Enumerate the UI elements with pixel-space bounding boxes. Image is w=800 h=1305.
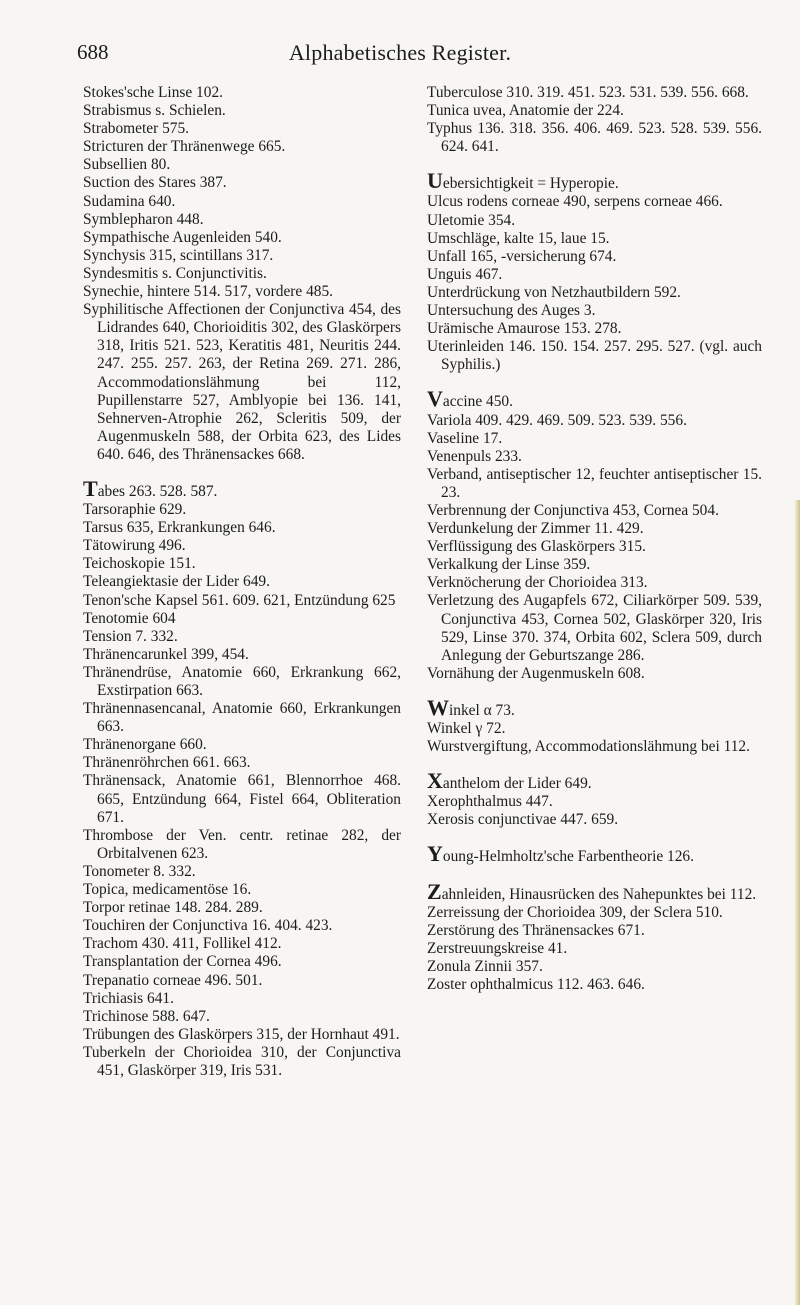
index-entry-text: Vornähung der Augenmuskeln 608. xyxy=(427,664,645,682)
index-entry xyxy=(83,519,401,537)
index-entry-text: abes 263. 528. 587. xyxy=(97,482,218,500)
index-column-right xyxy=(427,84,762,994)
index-entry-text: Thränenorgane 660. xyxy=(83,736,207,754)
index-entry-text: Sympathische Augenleiden 540. xyxy=(83,228,282,246)
index-entry-text: Trepanatio corneae 496. 501. xyxy=(83,971,263,989)
index-entry-text: Tunica uvea, Anatomie der 224. xyxy=(427,102,624,120)
index-entry xyxy=(83,475,401,501)
letter-section-gap xyxy=(427,756,762,771)
section-initial-letter: Y xyxy=(427,841,443,867)
index-entry xyxy=(427,694,762,720)
index-entry-text: oung-Helmholtz'sche Farbentheorie 126. xyxy=(442,848,694,866)
index-entry xyxy=(427,248,762,266)
index-entry xyxy=(427,556,762,574)
index-column-left xyxy=(83,84,401,1080)
letter-section-gap xyxy=(427,867,762,882)
index-entry xyxy=(427,412,762,430)
index-entry xyxy=(83,301,401,464)
index-entry-text: Variola 409. 429. 469. 509. 523. 539. 556. xyxy=(427,411,687,429)
index-entry xyxy=(83,917,401,935)
index-entry-text: Tarsoraphie 629. xyxy=(83,501,187,519)
index-entry-text: Transplantation der Cornea 496. xyxy=(83,953,282,971)
index-entry xyxy=(427,338,762,374)
index-entry xyxy=(427,284,762,302)
index-entry-text: Suction des Stares 387. xyxy=(83,174,227,192)
index-entry xyxy=(427,193,762,211)
index-entry xyxy=(427,904,762,922)
index-entry-text: Teleangiektasie der Lider 649. xyxy=(83,573,270,591)
index-entry-text: Verknöcherung der Chorioidea 313. xyxy=(427,574,648,592)
index-entry-text: Strabometer 575. xyxy=(83,120,189,138)
index-entry xyxy=(427,940,762,958)
index-entry xyxy=(83,84,401,102)
index-entry-text: Stricturen der Thränenwege 665. xyxy=(83,138,286,156)
page-edge-shading xyxy=(794,500,800,1305)
index-entry xyxy=(83,628,401,646)
index-entry-text: Topica, medicamentöse 16. xyxy=(83,881,252,899)
index-entry-text: Syndesmitis s. Conjunctivitis. xyxy=(83,264,267,282)
letter-section-gap xyxy=(427,829,762,844)
index-entry-text: Unfall 165, -versicherung 674. xyxy=(427,247,617,265)
index-entry xyxy=(427,266,762,284)
index-entry-text: Thränendrüse, Anatomie 660, Erkrankung 662, Exstirpation 663. xyxy=(83,663,401,699)
index-entry xyxy=(83,573,401,591)
index-entry-text: ahnleiden, Hinausrücken des Nahepunktes bei 112. xyxy=(441,885,757,903)
index-entry-text: Torpor retinae 148. 284. 289. xyxy=(83,899,263,917)
index-entry xyxy=(83,1044,401,1080)
index-entry xyxy=(427,738,762,756)
index-entry-text: Verband, antiseptischer 12, feuchter antiseptischer 15. 23. xyxy=(427,465,762,501)
index-entry-text: Venenpuls 233. xyxy=(427,447,522,465)
section-initial-letter: W xyxy=(427,694,449,720)
index-entry-text: Zerstreuungskreise 41. xyxy=(427,939,568,957)
index-entry xyxy=(427,811,762,829)
index-entry xyxy=(83,120,401,138)
index-entry-text: Urämische Amaurose 153. 278. xyxy=(427,320,622,338)
index-entry xyxy=(427,302,762,320)
letter-section-gap xyxy=(427,156,762,171)
index-entry-text: Unterdrückung von Netzhautbildern 592. xyxy=(427,283,681,301)
index-entry-text: Verletzung des Augapfels 672, Ciliarkörper 509. 539, Conjunctiva 453, Cornea 502, Glaskörper 320, Iris 529, Linse 370. 374, Orbita 602, Sclera 509, durch Anlegung der Geburtszange 286. xyxy=(427,592,762,664)
index-entry-text: Verdunkelung der Zimmer 11. 429. xyxy=(427,520,644,538)
section-initial-letter: T xyxy=(83,475,98,501)
index-entry xyxy=(83,193,401,211)
section-initial-letter: U xyxy=(427,168,443,194)
index-entry xyxy=(83,102,401,120)
index-entry xyxy=(427,720,762,738)
index-entry xyxy=(83,899,401,917)
index-entry-text: Thränenröhrchen 661. 663. xyxy=(83,754,251,772)
index-entry-text: Zonula Zinnii 357. xyxy=(427,957,543,975)
index-entry-text: Verflüssigung des Glaskörpers 315. xyxy=(427,538,646,556)
index-entry-text: Thrombose der Ven. centr. retinae 282, der Orbitalvenen 623. xyxy=(83,826,401,862)
index-entry-text: Zoster ophthalmicus 112. 463. 646. xyxy=(427,976,645,994)
index-entry xyxy=(427,102,762,120)
index-entry xyxy=(427,120,762,156)
index-entry xyxy=(427,386,762,412)
index-entry xyxy=(427,320,762,338)
index-entry xyxy=(427,448,762,466)
index-entry-text: Unguis 467. xyxy=(427,265,503,283)
index-entry xyxy=(83,700,401,736)
section-initial-letter: X xyxy=(427,768,443,794)
index-entry xyxy=(83,610,401,628)
index-entry xyxy=(83,863,401,881)
index-entry-text: accine 450. xyxy=(442,393,513,411)
running-title: Alphabetisches Register. xyxy=(288,40,512,65)
index-entry xyxy=(83,664,401,700)
index-entry xyxy=(427,212,762,230)
index-entry xyxy=(83,592,401,610)
index-entry xyxy=(83,646,401,664)
index-entry-text: Stokes'sche Linse 102. xyxy=(83,84,223,101)
section-initial-letter: Z xyxy=(427,878,442,904)
index-entry-text: Uletomie 354. xyxy=(427,211,516,229)
index-entry-text: Zerreissung der Chorioidea 309, der Sclera 510. xyxy=(427,903,723,921)
index-entry xyxy=(427,574,762,592)
letter-section-gap xyxy=(427,683,762,698)
index-entry xyxy=(83,1008,401,1026)
index-entry-text: Tenotomie 604 xyxy=(83,609,176,627)
index-entry xyxy=(83,772,401,826)
index-entry-text: ebersichtigkeit = Hyperopie. xyxy=(442,175,619,193)
index-entry xyxy=(83,156,401,174)
index-entry xyxy=(83,990,401,1008)
index-entry-text: Synechie, hintere 514. 517, vordere 485. xyxy=(83,283,334,301)
index-entry xyxy=(83,953,401,971)
index-entry xyxy=(427,878,762,904)
index-entry-text: Umschläge, kalte 15, laue 15. xyxy=(427,229,610,247)
index-entry-text: Xerophthalmus 447. xyxy=(427,793,553,811)
index-entry-text: Trachom 430. 411, Follikel 412. xyxy=(83,935,282,953)
index-entry xyxy=(83,736,401,754)
index-entry-text: inkel α 73. xyxy=(449,701,515,719)
index-entry xyxy=(83,229,401,247)
index-entry xyxy=(83,537,401,555)
index-entry-text: Touchiren der Conjunctiva 16. 404. 423. xyxy=(83,917,333,935)
index-entry xyxy=(427,592,762,664)
index-entry xyxy=(83,265,401,283)
index-entry-text: Trübungen des Glaskörpers 315, der Hornhaut 491. xyxy=(83,1025,400,1043)
index-entry-text: Thränensack, Anatomie 661, Blennorrhoe 468. 665, Entzündung 664, Fistel 664, Obliteration 671. xyxy=(83,772,401,826)
index-entry xyxy=(83,972,401,990)
index-entry-text: Subsellien 80. xyxy=(83,156,171,174)
index-entry xyxy=(427,976,762,994)
index-entry-text: Ulcus rodens corneae 490, serpens corneae 466. xyxy=(427,193,723,211)
index-entry-text: Tonometer 8. 332. xyxy=(83,862,196,880)
index-entry xyxy=(427,538,762,556)
index-entry xyxy=(427,520,762,538)
index-entry xyxy=(427,768,762,794)
index-entry-text: Synchysis 315, scintillans 317. xyxy=(83,246,274,264)
index-entry xyxy=(83,754,401,772)
index-entry-text: Tenon'sche Kapsel 561. 609. 621, Entzündung 625 xyxy=(83,591,396,609)
index-entry xyxy=(83,881,401,899)
index-entry xyxy=(83,174,401,192)
index-entry-text: Tätowirung 496. xyxy=(83,537,186,555)
index-entry xyxy=(427,502,762,520)
index-entry xyxy=(83,1026,401,1044)
page-number: 688 xyxy=(77,40,109,64)
letter-section-gap xyxy=(427,374,762,389)
index-entry-text: Verbrennung der Conjunctiva 453, Cornea 504. xyxy=(427,501,719,519)
index-entry xyxy=(427,665,762,683)
index-entry-text: Teichoskopie 151. xyxy=(83,555,196,573)
index-entry xyxy=(427,466,762,502)
index-entry xyxy=(83,827,401,863)
index-entry-text: Zerstörung des Thränensackes 671. xyxy=(427,921,645,939)
index-entry-text: Trichinose 588. 647. xyxy=(83,1007,210,1025)
index-entry xyxy=(83,247,401,265)
index-entry xyxy=(83,555,401,573)
index-entry xyxy=(427,793,762,811)
index-entry xyxy=(427,841,762,867)
index-entry-text: anthelom der Lider 649. xyxy=(442,775,592,793)
index-entry xyxy=(427,84,762,102)
index-entry xyxy=(83,138,401,156)
index-entry-text: Tuberkeln der Chorioidea 310, der Conjunctiva 451, Glaskörper 319, Iris 531. xyxy=(83,1043,401,1079)
index-entry-text: Uterinleiden 146. 150. 154. 257. 295. 527. (vgl. auch Syphilis.) xyxy=(427,338,762,374)
index-entry-text: Typhus 136. 318. 356. 406. 469. 523. 528. 539. 556. 624. 641. xyxy=(427,120,762,156)
index-entry-text: Thränennasencanal, Anatomie 660, Erkrankungen 663. xyxy=(83,700,401,736)
index-entry-text: Tuberculose 310. 319. 451. 523. 531. 539. 556. 668. xyxy=(427,84,749,101)
index-entry xyxy=(427,230,762,248)
index-entry-text: Strabismus s. Schielen. xyxy=(83,102,226,120)
index-entry xyxy=(427,168,762,194)
index-entry xyxy=(83,283,401,301)
index-entry-text: Tarsus 635, Erkrankungen 646. xyxy=(83,519,276,537)
page-header xyxy=(0,40,800,70)
index-entry xyxy=(83,211,401,229)
index-entry xyxy=(83,935,401,953)
index-entry-text: Tension 7. 332. xyxy=(83,627,178,645)
index-entry-text: Wurstvergiftung, Accommodationslähmung bei 112. xyxy=(427,738,750,756)
section-initial-letter: V xyxy=(427,386,443,412)
index-entry-text: Trichiasis 641. xyxy=(83,989,174,1007)
index-entry xyxy=(427,922,762,940)
index-entry-text: Vaseline 17. xyxy=(427,429,503,447)
index-entry-text: Thränencarunkel 399, 454. xyxy=(83,645,249,663)
index-entry-text: Verkalkung der Linse 359. xyxy=(427,556,591,574)
index-entry xyxy=(83,501,401,519)
index-entry-text: Untersuchung des Auges 3. xyxy=(427,302,596,320)
index-entry xyxy=(427,958,762,976)
letter-section-gap xyxy=(83,464,401,479)
index-entry-text: Xerosis conjunctivae 447. 659. xyxy=(427,811,619,829)
index-entry-text: Symblepharon 448. xyxy=(83,210,204,228)
index-entry xyxy=(427,430,762,448)
index-entry-text: Sudamina 640. xyxy=(83,192,176,210)
index-entry-text: Winkel γ 72. xyxy=(427,720,506,737)
index-entry-text: Syphilitische Affectionen der Conjunctiva 454, des Lidrandes 640, Chorioiditis 302, des Glaskörpers 318, Iritis 521. 523, Keratitis 481, Neuritis 244. 247. 255. 257. 263, der Retina 269. 271. 286, Accommodationslähmung bei 112, Pupillenstarre 527, Amblyopie bei 136. 141, Sehnerven-Atrophie 262, Scleritis 509, der Augenmuskeln 588, der Orbita 623, des Lides 640. 646, des Thränensackes 668. xyxy=(83,301,401,463)
